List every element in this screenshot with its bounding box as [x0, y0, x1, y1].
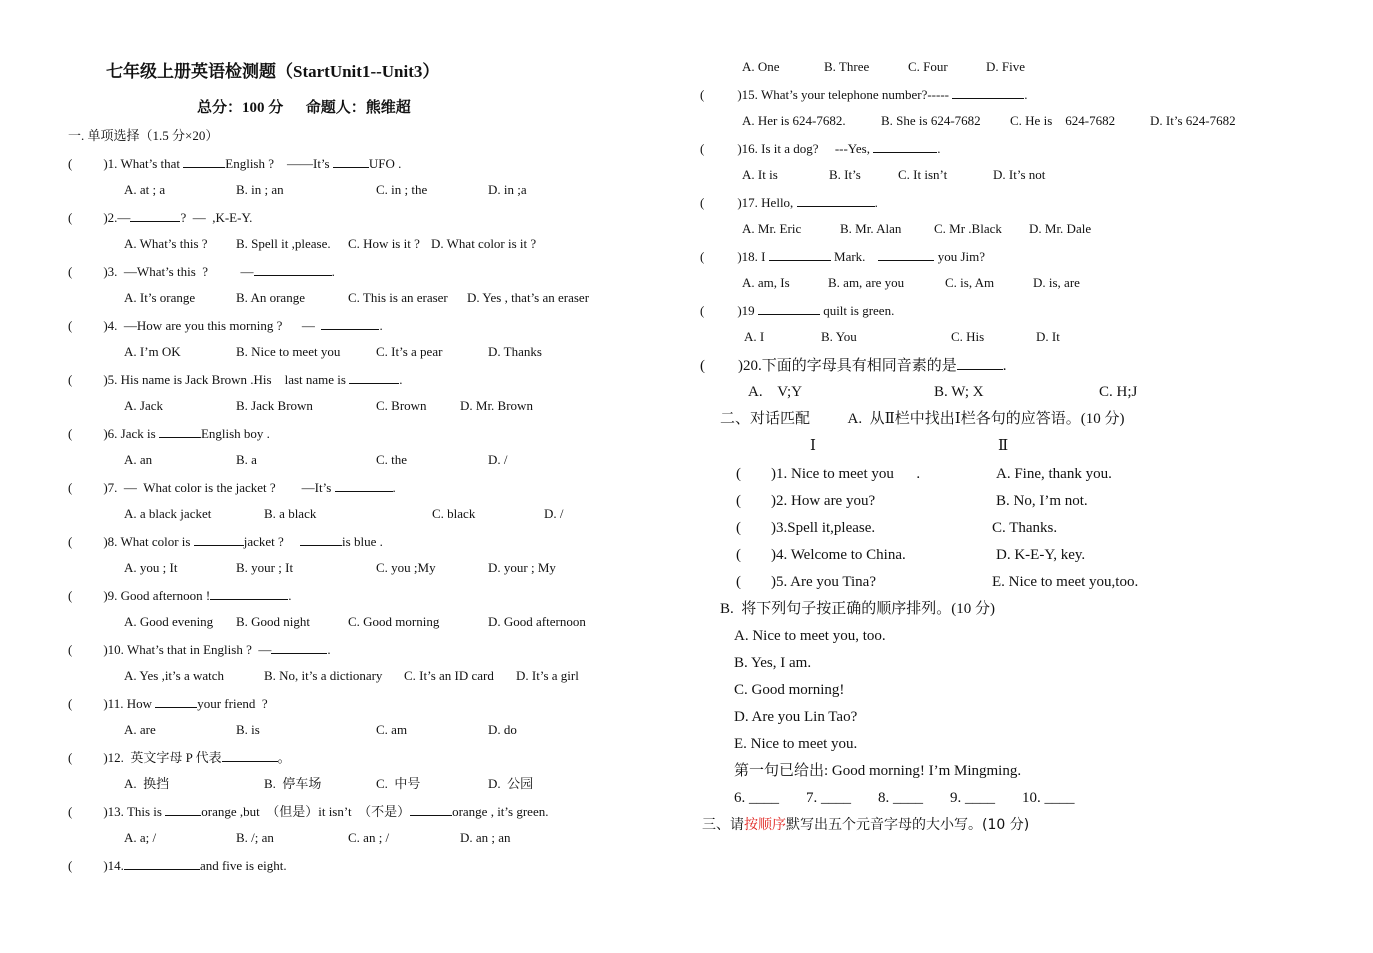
question-1: ( )1. What’s that English ? ——It’s UFO .: [68, 156, 402, 171]
match-left-2: ( )2. How are you?: [736, 493, 876, 509]
q4-option-d: D. Thanks: [488, 344, 542, 359]
q2-option-d: D. What color is it ?: [431, 236, 537, 251]
q15-option-a: A. Her is 624-7682.: [742, 113, 846, 128]
section3-heading: 三、请按顺序默写出五个元音字母的大小写。(10 分): [702, 817, 1030, 833]
q8-option-d: D. your ; My: [488, 560, 556, 575]
question-16: ( )16. Is it a dog? ---Yes, .: [700, 141, 941, 156]
q15-option-c: C. He is 624-7682: [1010, 113, 1116, 128]
q14-option-d: D. Five: [986, 59, 1025, 74]
q5-option-c: C. Brown: [376, 398, 427, 413]
question-12: ( )12. 英文字母 P 代表 。: [68, 750, 291, 765]
order-slot-9: 9. ____: [950, 790, 995, 806]
question-3: ( )3. —What’s this ? — .: [68, 264, 335, 279]
match-right-4: D. K-E-Y, key.: [996, 547, 1086, 563]
question-9: ( )9. Good afternoon ! .: [68, 588, 292, 603]
blank: [165, 803, 201, 816]
match-left-4: ( )4. Welcome to China.: [736, 547, 906, 563]
sentence-e: E. Nice to meet you.: [734, 736, 858, 752]
q17-option-b: B. Mr. Alan: [840, 221, 902, 236]
order-slot-10: 10. ____: [1022, 790, 1075, 806]
question-5: ( )5. His name is Jack Brown .His last name is .: [68, 372, 403, 387]
q14-option-b: B. Three: [824, 59, 870, 74]
question-4: ( )4. —How are you this morning ? — .: [68, 318, 383, 333]
blank: [194, 533, 244, 546]
q15-option-b: B. She is 624-7682: [881, 113, 981, 128]
q9-option-c: C. Good morning: [348, 614, 440, 629]
question-20: ( )20.下面的字母具有相同音素的是 .: [700, 358, 1007, 374]
q16-option-c: C. It isn’t: [898, 167, 948, 182]
match-right-5: E. Nice to meet you,too.: [992, 574, 1139, 590]
blank: [300, 533, 342, 546]
blank: [321, 317, 379, 330]
question-19: ( )19 quilt is green.: [700, 303, 895, 318]
q14-option-c: C. Four: [908, 59, 948, 74]
column-1-label: Ⅰ: [810, 438, 816, 454]
blank: [349, 371, 399, 384]
blank: [758, 302, 820, 315]
q18-option-a: A. am, Is: [742, 275, 790, 290]
q16-option-a: A. It is: [742, 167, 778, 182]
q11-option-a: A. are: [124, 722, 156, 737]
q13-option-d: D. an ; an: [460, 830, 511, 845]
q8-option-c: C. you ;My: [376, 560, 436, 575]
q19-option-c: C. His: [951, 329, 985, 344]
q10-option-c: C. It’s an ID card: [404, 668, 494, 683]
q15-option-d: D. It’s 624-7682: [1150, 113, 1236, 128]
q5-option-b: B. Jack Brown: [236, 398, 313, 413]
q3-option-a: A. It’s orange: [124, 290, 196, 305]
section1-heading: 一. 单项选择（1.5 分×20）: [68, 128, 219, 143]
q7-option-d: D. /: [544, 506, 564, 521]
q3-option-c: C. This is an eraser: [348, 290, 448, 305]
q4-option-a: A. I’m OK: [124, 344, 181, 359]
first-sentence-given: 第一句已给出: Good morning! I’m Mingming.: [734, 763, 1022, 779]
q19-option-a: A. I: [744, 329, 765, 344]
q17-option-d: D. Mr. Dale: [1029, 221, 1092, 236]
q8-option-b: B. your ; It: [236, 560, 294, 575]
q7-option-a: A. a black jacket: [124, 506, 212, 521]
q9-option-d: D. Good afternoon: [488, 614, 586, 629]
q11-option-b: B. is: [236, 722, 260, 737]
page-subtitle: 总分：100 分 命题人：熊维超: [197, 100, 411, 116]
q12-option-b: B. 停车场: [264, 776, 322, 791]
blank: [333, 155, 369, 168]
blank: [222, 749, 278, 762]
q1-option-c: C. in ; the: [376, 182, 428, 197]
q2-option-c: C. How is it ?: [348, 236, 420, 251]
q6-option-c: C. the: [376, 452, 408, 467]
q10-option-d: D. It’s a girl: [516, 668, 579, 683]
question-10: ( )10. What’s that in English ? — .: [68, 642, 331, 657]
q3-option-d: D. Yes , that’s an eraser: [467, 290, 590, 305]
q1-option-b: B. in ; an: [236, 182, 284, 197]
q13-option-b: B. /; an: [236, 830, 274, 845]
sentence-a: A. Nice to meet you, too.: [734, 628, 886, 644]
question-11: ( )11. How your friend ?: [68, 696, 268, 711]
highlighted-text: 按顺序: [744, 817, 786, 833]
blank: [254, 263, 332, 276]
q3-option-b: B. An orange: [236, 290, 305, 305]
order-slot-6: 6. ____: [734, 790, 779, 806]
q6-option-d: D. /: [488, 452, 508, 467]
q12-option-c: C. 中号: [376, 776, 421, 791]
blank: [957, 356, 1003, 370]
sentence-b: B. Yes, I am.: [734, 655, 812, 671]
q17-option-c: C. Mr .Black: [934, 221, 1002, 236]
question-18: ( )18. I Mark. you Jim?: [700, 249, 985, 264]
question-6: ( )6. Jack is English boy .: [68, 426, 270, 441]
sentence-d: D. Are you Lin Tao?: [734, 709, 858, 725]
q13-option-c: C. an ; /: [348, 830, 390, 845]
q18-option-b: B. am, are you: [828, 275, 905, 290]
order-slot-7: 7. ____: [806, 790, 851, 806]
q1-option-d: D. in ;a: [488, 182, 527, 197]
match-right-3: C. Thanks.: [992, 520, 1058, 536]
q20-option-a: A. V;Y: [748, 384, 803, 400]
blank: [952, 86, 1024, 99]
q12-option-a: A. 换挡: [124, 776, 170, 791]
blank: [797, 194, 875, 207]
page-title: 七年级上册英语检测题（StartUnit1--Unit3）: [106, 62, 440, 81]
blank: [130, 209, 180, 222]
blank: [159, 425, 201, 438]
q11-option-d: D. do: [488, 722, 517, 737]
q5-option-d: D. Mr. Brown: [460, 398, 533, 413]
match-left-5: ( )5. Are you Tina?: [736, 574, 876, 590]
blank: [155, 695, 197, 708]
question-8: ( )8. What color is jacket ? is blue .: [68, 534, 383, 549]
blank: [335, 479, 393, 492]
match-left-3: ( )3.Spell it,please.: [736, 520, 876, 536]
q6-option-a: A. an: [124, 452, 153, 467]
q2-option-a: A. What’s this ?: [124, 236, 208, 251]
q12-option-d: D. 公园: [488, 776, 534, 791]
q1-option-a: A. at ; a: [124, 182, 166, 197]
blank: [210, 587, 288, 600]
q10-option-b: B. No, it’s a dictionary: [264, 668, 383, 683]
q13-option-a: A. a; /: [124, 830, 157, 845]
q19-option-b: B. You: [821, 329, 857, 344]
question-17: ( )17. Hello, .: [700, 195, 878, 210]
q20-option-b: B. W; X: [934, 384, 984, 400]
q7-option-b: B. a black: [264, 506, 317, 521]
section2-heading: 二、对话匹配 A. 从Ⅱ栏中找出Ⅰ栏各句的应答语。(10 分): [720, 411, 1125, 427]
blank: [873, 140, 937, 153]
q4-option-b: B. Nice to meet you: [236, 344, 341, 359]
match-left-1: ( )1. Nice to meet you .: [736, 466, 921, 482]
match-right-2: B. No, I’m not.: [996, 493, 1088, 509]
q16-option-d: D. It’s not: [993, 167, 1046, 182]
question-7: ( )7. — What color is the jacket ? —It’s .: [68, 480, 396, 495]
q6-option-b: B. a: [236, 452, 257, 467]
q5-option-a: A. Jack: [124, 398, 163, 413]
section2b-heading: B. 将下列句子按正确的顺序排列。(10 分): [720, 601, 995, 617]
blank: [124, 857, 200, 870]
q14-option-a: A. One: [742, 59, 780, 74]
q16-option-b: B. It’s: [829, 167, 861, 182]
question-15: ( )15. What’s your telephone number?----- .: [700, 87, 1028, 102]
blank: [271, 641, 327, 654]
q18-option-d: D. is, are: [1033, 275, 1080, 290]
blank: [878, 248, 934, 261]
match-right-1: A. Fine, thank you.: [996, 466, 1112, 482]
q9-option-a: A. Good evening: [124, 614, 214, 629]
sentence-c: C. Good morning!: [734, 682, 845, 698]
question-2: ( )2.— ? — ,K-E-Y.: [68, 210, 253, 225]
blank: [183, 155, 225, 168]
blank: [769, 248, 831, 261]
q4-option-c: C. It’s a pear: [376, 344, 443, 359]
q10-option-a: A. Yes ,it’s a watch: [124, 668, 225, 683]
q18-option-c: C. is, Am: [945, 275, 995, 290]
column-2-label: Ⅱ: [998, 438, 1009, 454]
q20-option-c: C. H;J: [1099, 384, 1138, 400]
q11-option-c: C. am: [376, 722, 408, 737]
order-slot-8: 8. ____: [878, 790, 923, 806]
question-13: ( )13. This is orange ,but （但是）it isn’t （不是） orange , it’s green.: [68, 804, 549, 819]
q9-option-b: B. Good night: [236, 614, 311, 629]
blank: [410, 803, 452, 816]
q17-option-a: A. Mr. Eric: [742, 221, 802, 236]
q8-option-a: A. you ; It: [124, 560, 178, 575]
question-14: ( )14. and five is eight.: [68, 858, 287, 873]
q19-option-d: D. It: [1036, 329, 1060, 344]
q7-option-c: C. black: [432, 506, 476, 521]
q2-option-b: B. Spell it ,please.: [236, 236, 331, 251]
